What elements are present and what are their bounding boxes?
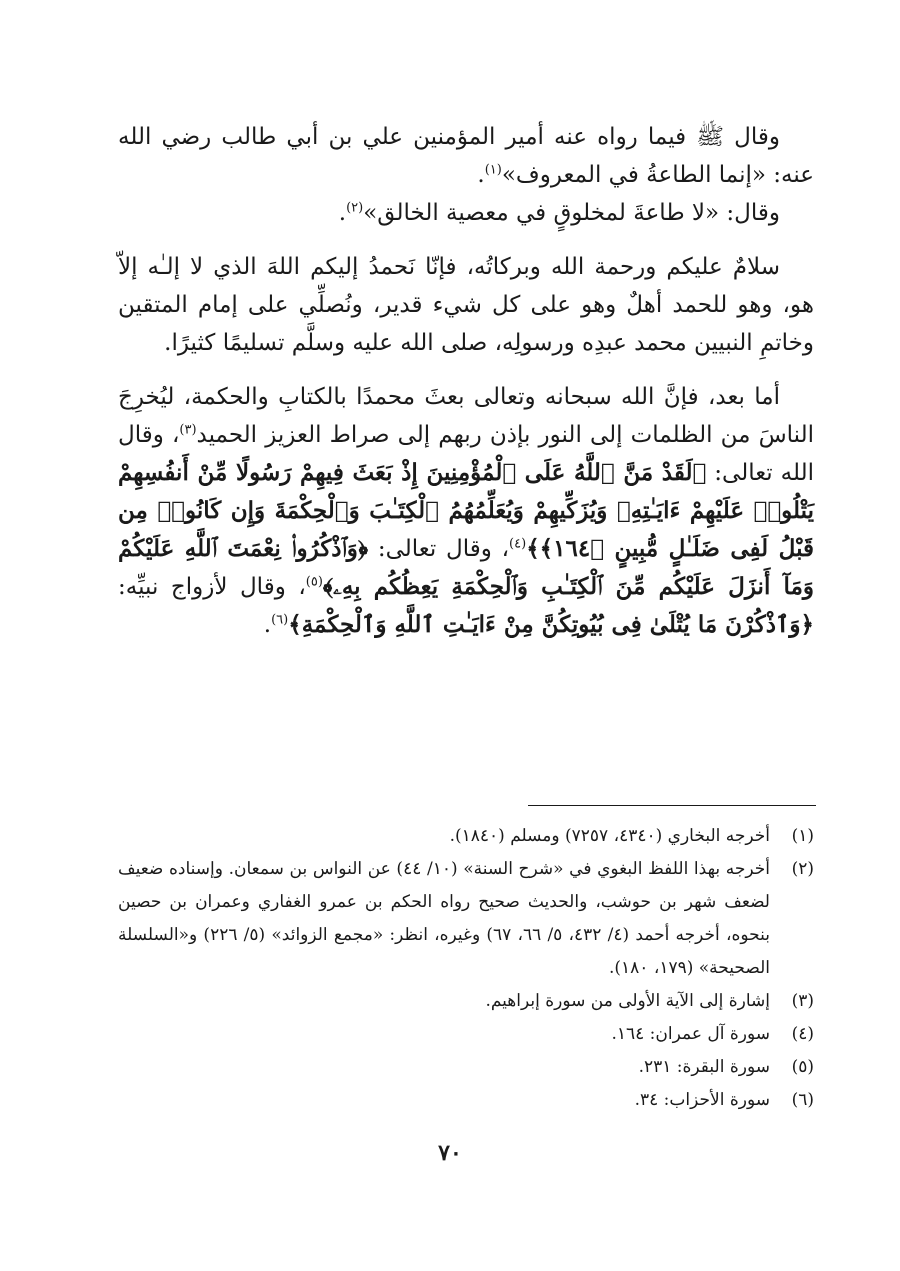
footnote-number: (٣)	[791, 991, 814, 1011]
footnote-number: (٢)	[791, 859, 814, 879]
paragraph-greeting: سلامٌ عليكم ورحمة الله وبركاتُه، فإنّا نَحمدُ إليكم اللهَ الذي لا إلـٰه إلاّ هو، وهو للحمد أهلٌ وهو على كل شيء قدير، ونُصلِّي على إمام المتقين وخاتمِ النبيين محمد عبدِه ورسولِه، صلى الله عليه وسلَّم تسليمًا كثيرًا.	[118, 254, 814, 356]
quran-verse-al-baqarah: ﴿وَٱذْكُرُوا۟ نِعْمَتَ ٱللَّهِ عَلَيْكُمْ وَمَآ أَنزَلَ عَلَيْكُم مِّنَ ٱلْكِتَـٰبِ وَٱلْحِكْمَةِ يَعِظُكُم بِهِۦ﴾	[118, 535, 814, 600]
footnote-text: أخرجه بهذا اللفظ البغوي في «شرح السنة» (١٠/ ٤٤) عن النواس بن سمعان. وإسناده ضعيف لضعف شهر بن حوشب، والحديث صحيح رواه الحكم بن عمرو الغفاري وعمران بن حصين بنحوه، أخرجه أحمد (٤/ ٤٣٢، ٥/ ٦٦، ٦٧) وغيره، انظر: «مجمع الزوائد» (٥/ ٢٢٦) و«السلسلة الصحيحة» (١٧٩، ١٨٠).	[118, 859, 770, 978]
quran-verse-al-ahzab: ﴿وَٱذْكُرْنَ مَا يُتْلَىٰ فِى بُيُوتِكُنَّ مِنْ ءَايَـٰتِ ٱللَّهِ وَٱلْحِكْمَةِ﴾	[288, 611, 814, 638]
footnote-text: سورة البقرة: ٢٣١.	[638, 1057, 770, 1077]
footnote-ref-3[interactable]: (٣)	[179, 422, 197, 438]
footnote-ref-5[interactable]: (٥)	[305, 574, 323, 590]
footnote-item	[118, 820, 814, 853]
paragraph-hadith-obedience: وقال ﷺ فيما رواه عنه أمير المؤمنين علي بن أبي طالب رضي الله عنه: «إنما الطاعةُ في المعروف»$^{(١)}$.	[118, 124, 814, 188]
footnote-number: (٥)	[791, 1057, 814, 1077]
footnotes-list	[118, 820, 814, 1117]
footnote-item	[118, 1084, 814, 1117]
quran-verse-al-imran: ﴿لَقَدْ مَنَّ ٱللَّهُ عَلَى ٱلْمُؤْمِنِينَ إِذْ بَعَثَ فِيهِمْ رَسُولًا مِّنْ أَنفُسِهِمْ يَتْلُوا۟ عَلَيْهِمْ ءَايَـٰتِهِۦ وَيُزَكِّيهِمْ وَيُعَلِّمُهُمُ ٱلْكِتَـٰبَ وَٱلْحِكْمَةَ وَإِن كَانُوا۟ مِن قَبْلُ لَفِى ضَلَـٰلٍ مُّبِينٍ ﴿١٦٤﴾﴾	[118, 459, 814, 562]
footnote-ref-2[interactable]: (٢)	[346, 200, 364, 216]
footnote-item	[118, 1018, 814, 1051]
footnote-item	[118, 853, 814, 985]
footnote-ref-4[interactable]: (٤)	[509, 536, 527, 552]
footnote-text: سورة الأحزاب: ٣٤.	[634, 1090, 770, 1110]
footnote-text: أخرجه البخاري (٤٣٤٠، ٧٢٥٧) ومسلم (١٨٤٠).	[449, 826, 770, 846]
footnote-divider	[528, 805, 816, 806]
paragraph-introduction: أما بعد، فإنَّ الله سبحانه وتعالى بعثَ محمدًا بالكتابِ والحكمة، ليُخرِجَ الناسَ من الظلمات إلى النور بإذن ربهم إلى صراط العزيز الحميد$^{(٣)}$، وقال الله تعالى: ﴿لَقَدْ مَنَّ ٱللَّهُ عَلَى ٱلْمُؤْمِنِينَ إِذْ بَعَثَ فِيهِمْ رَسُولًا مِّنْ أَنفُسِهِمْ يَتْلُوا۟ عَلَيْهِمْ ءَايَـٰتِهِۦ وَيُزَكِّيهِمْ وَيُعَلِّمُهُمُ ٱلْكِتَـٰبَ وَٱلْحِكْمَةَ وَإِن كَانُوا۟ مِن قَبْلُ لَفِى ضَلَـٰلٍ مُّبِينٍ ﴿١٦٤﴾﴾$^{(٤)}$، وقال تعالى: ﴿وَٱذْكُرُوا۟ نِعْمَتَ ٱللَّهِ عَلَيْكُمْ وَمَآ أَنزَلَ عَلَيْكُم مِّنَ ٱلْكِتَـٰبِ وَٱلْحِكْمَةِ يَعِظُكُم بِهِۦ﴾$^{(٥)}$، وقال لأزواج نبيِّه: ﴿وَٱذْكُرْنَ مَا يُتْلَىٰ فِى بُيُوتِكُنَّ مِنْ ءَايَـٰتِ ٱللَّهِ وَٱلْحِكْمَةِ﴾$^{(٦)}$.	[118, 384, 815, 638]
footnote-number: (١)	[791, 826, 814, 846]
footnote-number: (٦)	[791, 1090, 814, 1110]
paragraph-hadith-no-obedience: وقال: «لا طاعةَ لمخلوقٍ في معصية الخالق»$^{(٢)}$.	[338, 200, 780, 226]
footnote-ref-6[interactable]: (٦)	[271, 612, 289, 628]
footnote-item	[118, 1051, 814, 1084]
footnote-ref-1[interactable]: (١)	[484, 162, 502, 178]
footnote-number: (٤)	[791, 1024, 814, 1044]
footnote-text: إشارة إلى الآية الأولى من سورة إبراهيم.	[485, 991, 770, 1011]
main-text	[118, 118, 814, 644]
page-number: ٧٠	[438, 1140, 462, 1166]
footnote-text: سورة آل عمران: ١٦٤.	[611, 1024, 770, 1044]
footnote-item	[118, 985, 814, 1018]
